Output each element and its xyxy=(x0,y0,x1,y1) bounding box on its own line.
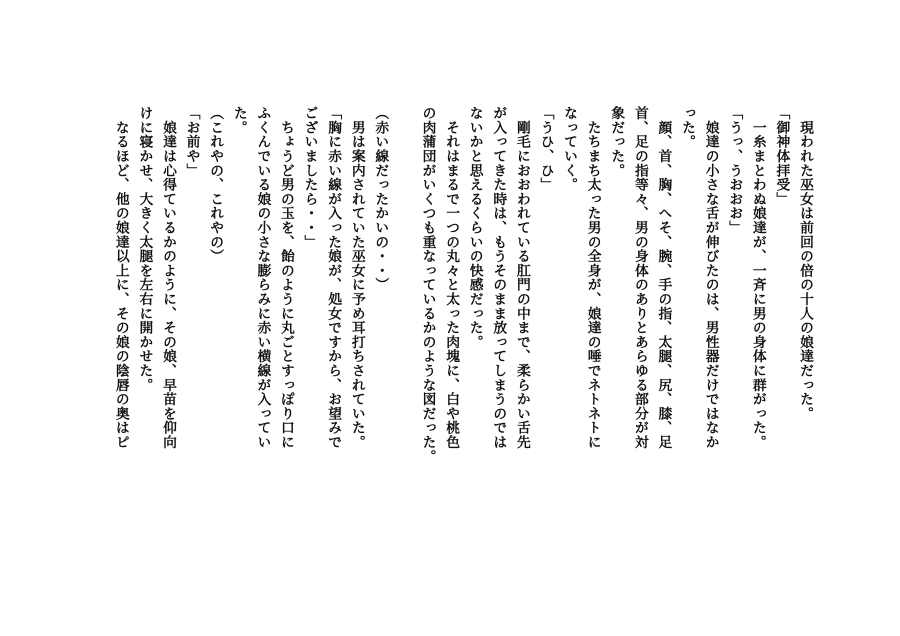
text-column: 「うひ、ひ」 xyxy=(537,106,554,192)
text-column: 娘達の小さな舌が伸びたのは、男性器だけではなか xyxy=(702,106,719,450)
text-column: 男は案内されていた巫女に予め耳打ちされていた。 xyxy=(348,106,365,450)
text-column: それはまるで一つの丸々と太った肉塊に、白や桃色 xyxy=(443,106,460,450)
text-column: なっていく。 xyxy=(561,106,578,192)
text-column: 顔、首、胸、へそ、腕、手の指、太腿、尻、膝、足 xyxy=(655,106,672,450)
text-column: けに寝かせ、大きく太腿を左右に開かせた。 xyxy=(136,106,153,392)
text-column: ちょうど男の玉を、飴のように丸ごとすっぽり口に xyxy=(277,106,294,450)
text-column: （これやの、これやの） xyxy=(207,106,224,264)
text-column: ございましたら・・」 xyxy=(301,106,318,249)
text-column: 一糸まとわぬ娘達が、一斉に男の身体に群がった。 xyxy=(749,106,766,450)
text-column: 首、足の指等々、男の身体のありとあらゆる部分が対 xyxy=(631,106,648,450)
text-column: なるほど、他の娘達以上に、その娘の陰唇の奥はピ xyxy=(112,106,129,450)
text-column: （赤い線だったかいの・・） xyxy=(372,106,389,292)
text-column: った。 xyxy=(679,106,696,149)
blank-column xyxy=(391,106,415,596)
text-column: が入ってきた時は、もうそのまま放ってしまうのでは xyxy=(490,106,507,450)
text-column: ないかと思えるくらいの快感だった。 xyxy=(466,106,483,350)
vertical-text-block xyxy=(108,106,816,596)
text-column: 「御神体拝受」 xyxy=(773,106,790,207)
text-column: たちまち太った男の全身が、娘達の唾でネトネトに xyxy=(584,106,601,450)
text-column: た。 xyxy=(230,106,247,135)
text-column: 「お前や」 xyxy=(183,106,200,178)
text-column: 象だった。 xyxy=(608,106,625,178)
text-column: 「うっ、うおおお」 xyxy=(726,106,743,235)
text-column: 剛毛におおわれている肛門の中まで、柔らかい舌先 xyxy=(513,106,530,450)
text-column: 娘達は心得ているかのように、その娘、早苗を仰向 xyxy=(159,106,176,450)
text-column: 「胸に赤い線が入った娘が、処女ですから、お望みで xyxy=(325,106,342,450)
text-column: 現われた巫女は前回の倍の十人の娘達だった。 xyxy=(797,106,813,421)
text-column: の肉蒲団がいくつも重なっているかのような図だった。 xyxy=(419,106,436,464)
text-column: ふくんでいる娘の小さな膨らみに赤い横線が入ってい xyxy=(254,106,271,450)
